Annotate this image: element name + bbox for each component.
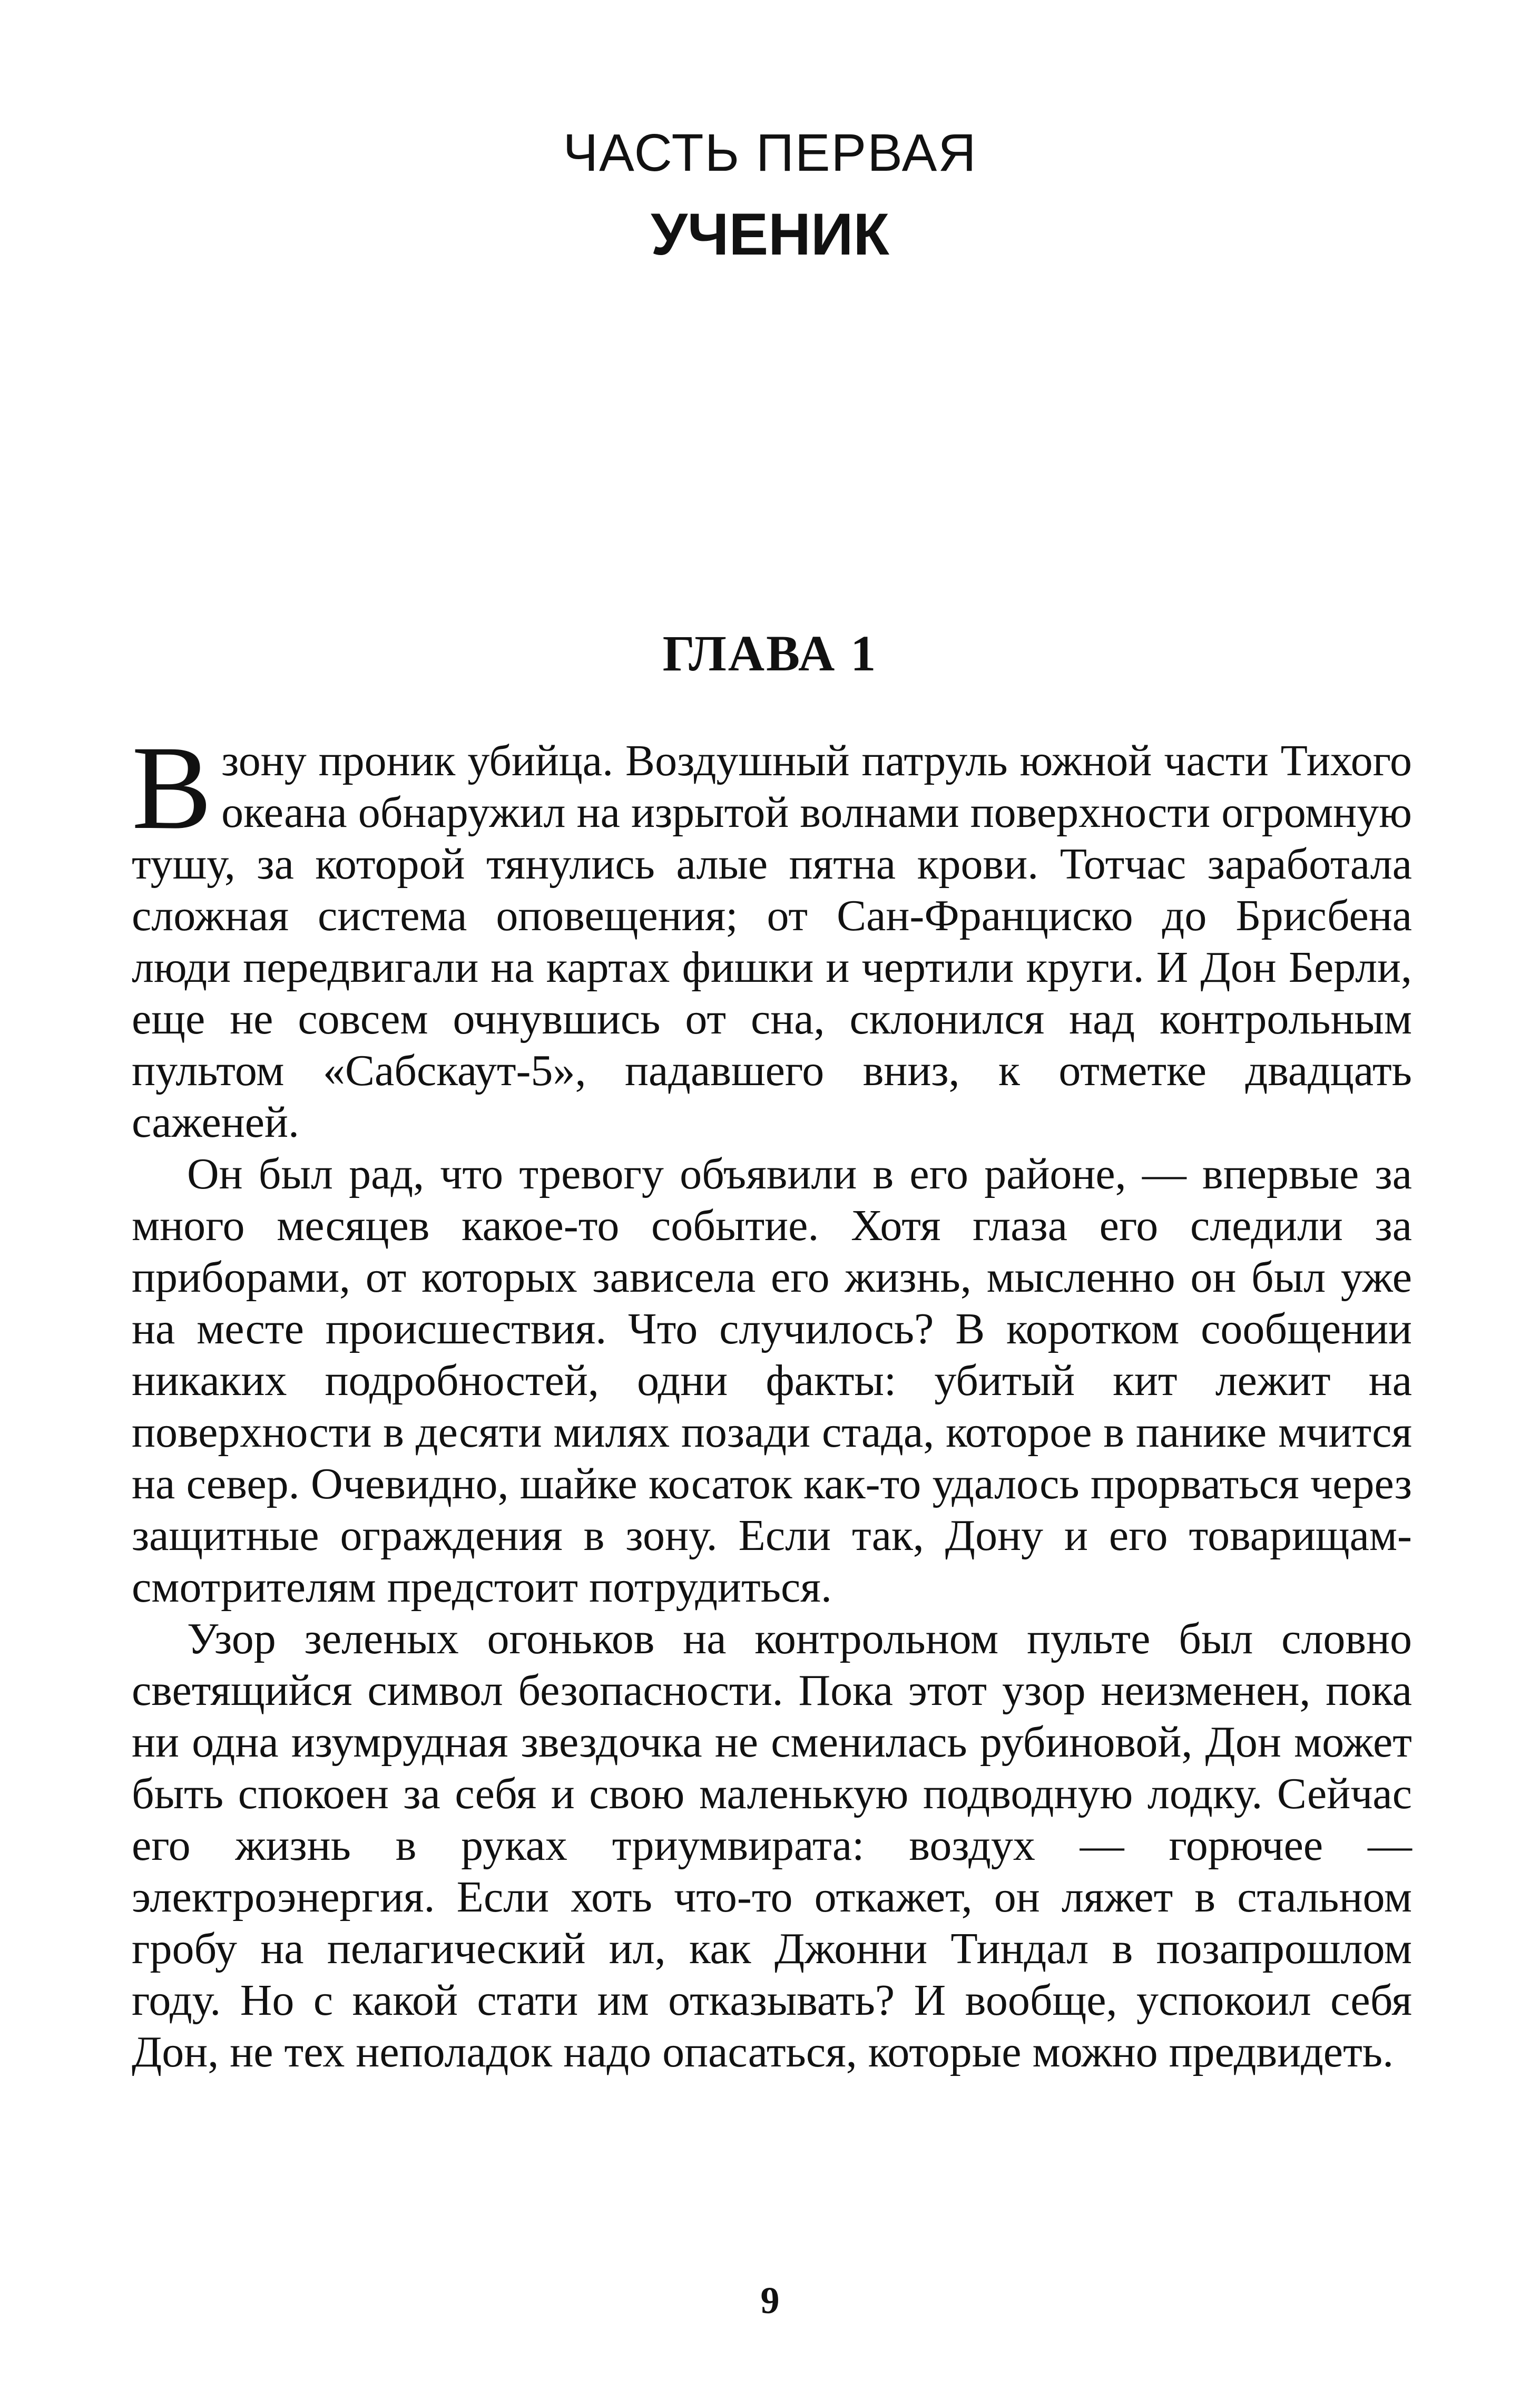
part-heading xyxy=(0,119,1540,271)
paragraph-3: Узор зеленых огоньков на контрольном пульте был словно светящийся символ безопасности. Пока этот узор неизменен, пока ни одна изумрудная звездочка не сменилась рубиновой, Дон может быть спокоен за себя и свою маленькую подводную лодку. Сейчас его жизнь в руках триумвирата: воздух — горючее — электроэнергия. Если хоть что-то откажет, он ляжет в стальном гробу на пелагический ил, как Джонни Тиндал в позапрошлом году. Но с какой стати им отказывать? И вообще, успокоил себя Дон, не тех неполадок надо опасаться, которые можно предвидеть. xyxy=(132,1614,1412,2076)
paragraph-2: Он был рад, что тревогу объявили в его районе, — впервые за много месяцев какое-то событие. Хотя глаза его следили за приборами, от которых зависела его жизнь, мысленно он был уже на месте происшествия. Что случилось? В коротком сообщении никаких подробностей, одни факты: убитый кит лежит на поверхности в десяти милях позади стада, которое в панике мчится на север. Очевидно, шайке косаток как-то удалось прорваться через защитные ограждения в зону. Если так, Дону и его товарищам-смотрителям предстоит потрудиться. xyxy=(132,1149,1412,1612)
chapter-body xyxy=(132,721,1412,2078)
chapter-title: ГЛАВА 1 xyxy=(662,625,878,681)
drop-cap: В xyxy=(132,721,212,854)
part-label: ЧАСТЬ ПЕРВАЯ xyxy=(563,123,977,182)
page-number: 9 xyxy=(760,2279,780,2322)
paragraph-1 xyxy=(132,721,1412,1148)
part-title: УЧЕНИК xyxy=(651,201,889,267)
paragraph-1-text: зону проник убийца. Воздушный патруль южной части Тихого океана обнаружил на изрытой волнами поверхности огромную тушу, за которой тянулись алые пятна крови. Тотчас заработала сложная система оповещения; от Сан-Франциско до Брисбена люди передвигали на картах фишки и чертили круги. И Дон Берли, еще не совсем очнувшись от сна, склонился над контрольным пультом «Сабскаут-5», падавшего вниз, к отметке двадцать саженей. xyxy=(132,736,1412,1147)
